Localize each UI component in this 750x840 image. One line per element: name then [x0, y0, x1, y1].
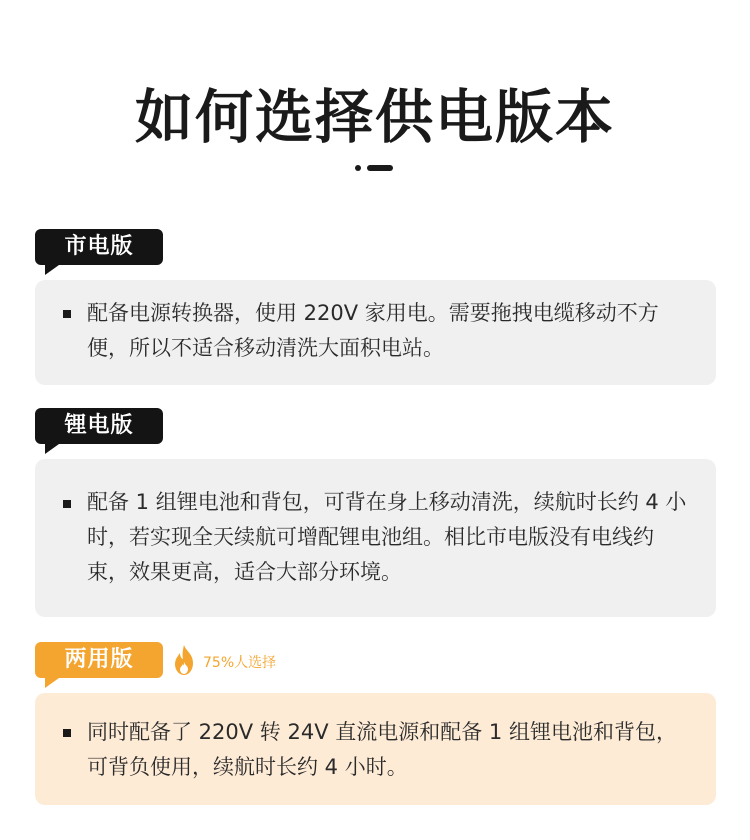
description-card	[35, 459, 716, 617]
description-text: 同时配备了 220V 转 24V 直流电源和配备 1 组锂电池和背包，可背负使用，续航时长约 4 小时。	[87, 720, 677, 779]
divider-dot	[355, 165, 361, 171]
description-card	[35, 693, 716, 805]
description-text: 配备 1 组锂电池和背包，可背在身上移动清洗，续航时长约 4 小时，若实现全天续航可增配锂电池组。相比市电版没有电线约束，效果更高，适合大部分环境。	[87, 490, 687, 584]
section-mains-version	[35, 229, 716, 385]
section-lithium-version	[35, 408, 716, 618]
bullet-icon	[63, 500, 71, 508]
tag-pointer	[45, 265, 59, 275]
section-tag: 锂电版	[35, 408, 163, 444]
tag-pointer	[45, 678, 59, 688]
divider-bar	[367, 165, 393, 171]
popular-badge	[171, 644, 311, 678]
bullet-icon	[63, 310, 71, 318]
description-card	[35, 280, 716, 385]
bullet-icon	[63, 729, 71, 737]
section-tag: 两用版	[35, 642, 163, 678]
section-dual-version	[35, 642, 716, 807]
page-title: 如何选择供电版本	[134, 83, 615, 151]
flame-icon	[171, 644, 197, 676]
title-divider	[355, 165, 395, 171]
section-tag: 市电版	[35, 229, 163, 265]
popular-badge-text: 75%人选择	[203, 655, 277, 671]
description-text: 配备电源转换器，使用 220V 家用电。需要拖拽电缆移动不方便，所以不适合移动清洗大面积电站。	[87, 301, 659, 360]
tag-pointer	[45, 444, 59, 454]
